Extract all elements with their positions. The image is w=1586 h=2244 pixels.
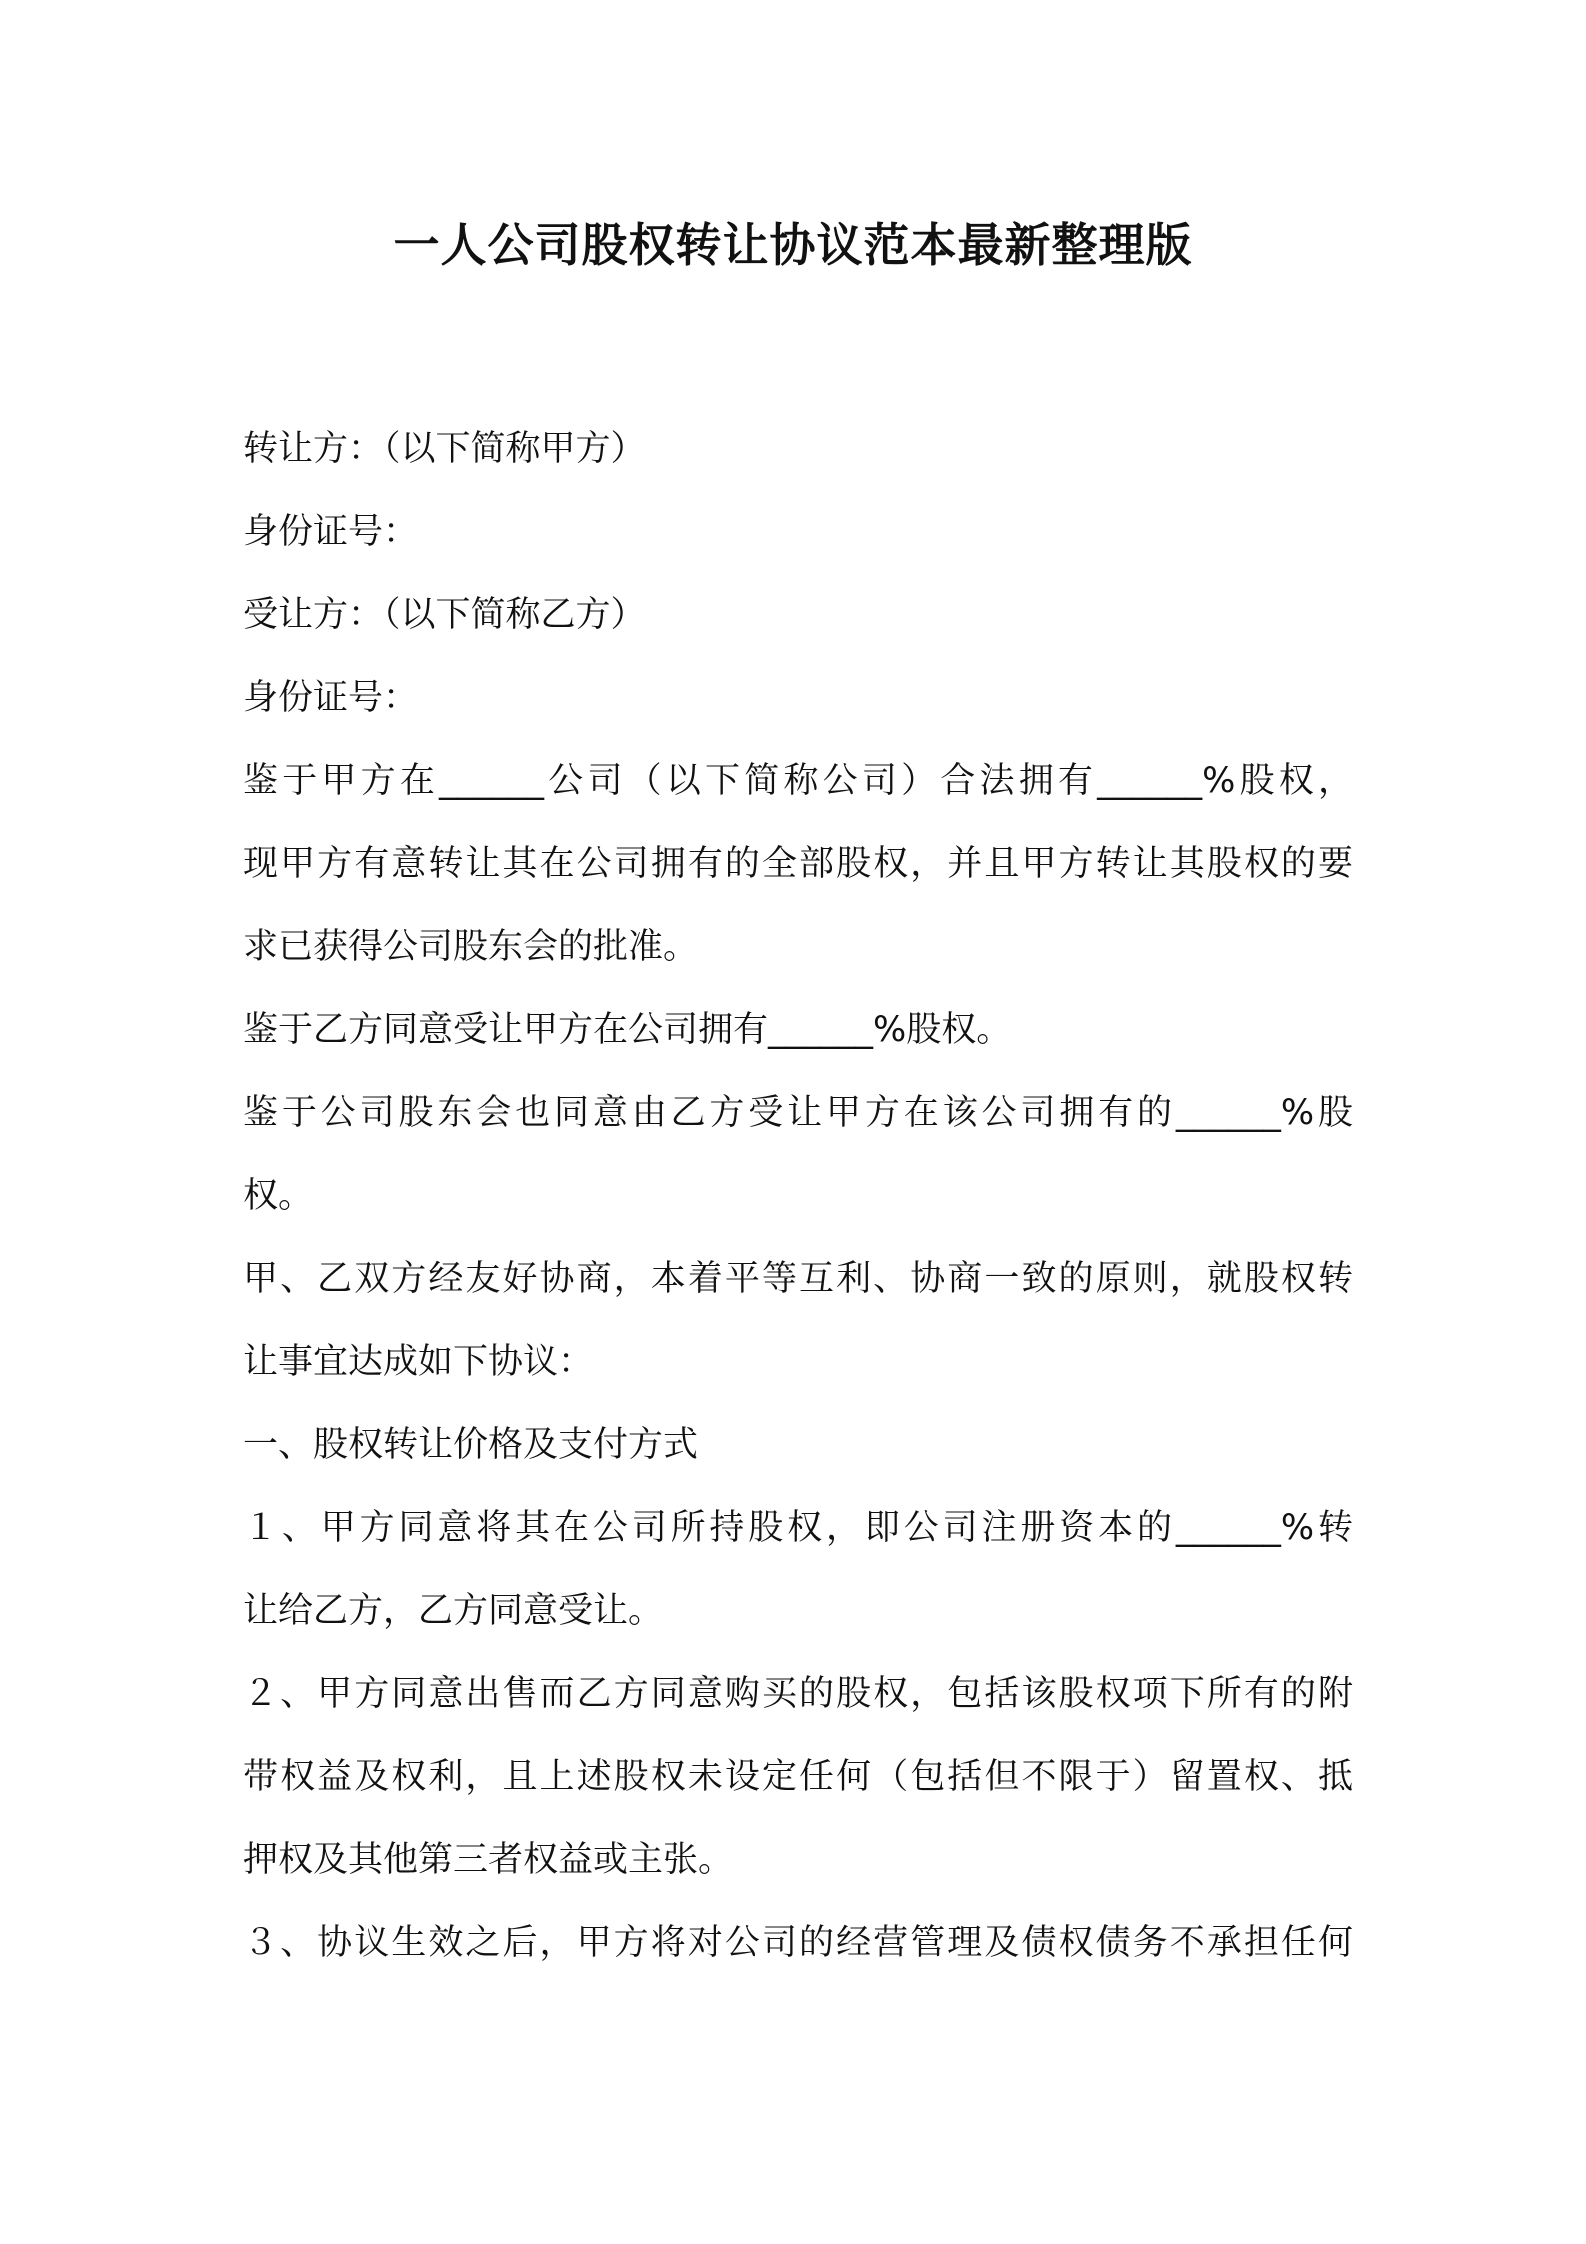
text-line: 甲、乙双方经友好协商，本着平等互利、协商一致的原则，就股权转 bbox=[243, 1259, 1353, 1299]
text-line: 鉴于乙方同意受让甲方在公司拥有______%股权。 bbox=[243, 1010, 1012, 1050]
text-line: 求已获得公司股东会的批准。 bbox=[243, 927, 699, 967]
text-line: 带权益及权利，且上述股权未设定任何（包括但不限于）留置权、抵 bbox=[243, 1757, 1353, 1797]
text-line: 一、股权转让价格及支付方式 bbox=[243, 1425, 699, 1465]
text-line: ２、甲方同意出售而乙方同意购买的股权，包括该股权项下所有的附 bbox=[243, 1674, 1353, 1714]
text-line: 让事宜达成如下协议： bbox=[243, 1342, 594, 1382]
text-line: 身份证号： bbox=[243, 678, 419, 718]
text-line: 权。 bbox=[243, 1176, 314, 1216]
text-line: 受让方：（以下简称乙方） bbox=[243, 595, 646, 635]
text-line: ３、协议生效之后，甲方将对公司的经营管理及债权债务不承担任何 bbox=[243, 1923, 1353, 1963]
document-title: 一人公司股权转让协议范本最新整理版 bbox=[393, 218, 1193, 272]
text-line: 转让方：（以下简称甲方） bbox=[243, 429, 646, 469]
text-line: １、甲方同意将其在公司所持股权，即公司注册资本的______%转 bbox=[243, 1508, 1353, 1548]
text-line: 身份证号： bbox=[243, 512, 419, 552]
text-line: 鉴于甲方在______公司（以下简称公司）合法拥有______%股权， bbox=[243, 761, 1353, 801]
text-line: 现甲方有意转让其在公司拥有的全部股权，并且甲方转让其股权的要 bbox=[243, 844, 1353, 884]
text-line: 让给乙方，乙方同意受让。 bbox=[243, 1591, 664, 1631]
document-body bbox=[243, 408, 1353, 1985]
text-line: 鉴于公司股东会也同意由乙方受让甲方在该公司拥有的______%股 bbox=[243, 1093, 1353, 1133]
text-line: 押权及其他第三者权益或主张。 bbox=[243, 1840, 734, 1880]
